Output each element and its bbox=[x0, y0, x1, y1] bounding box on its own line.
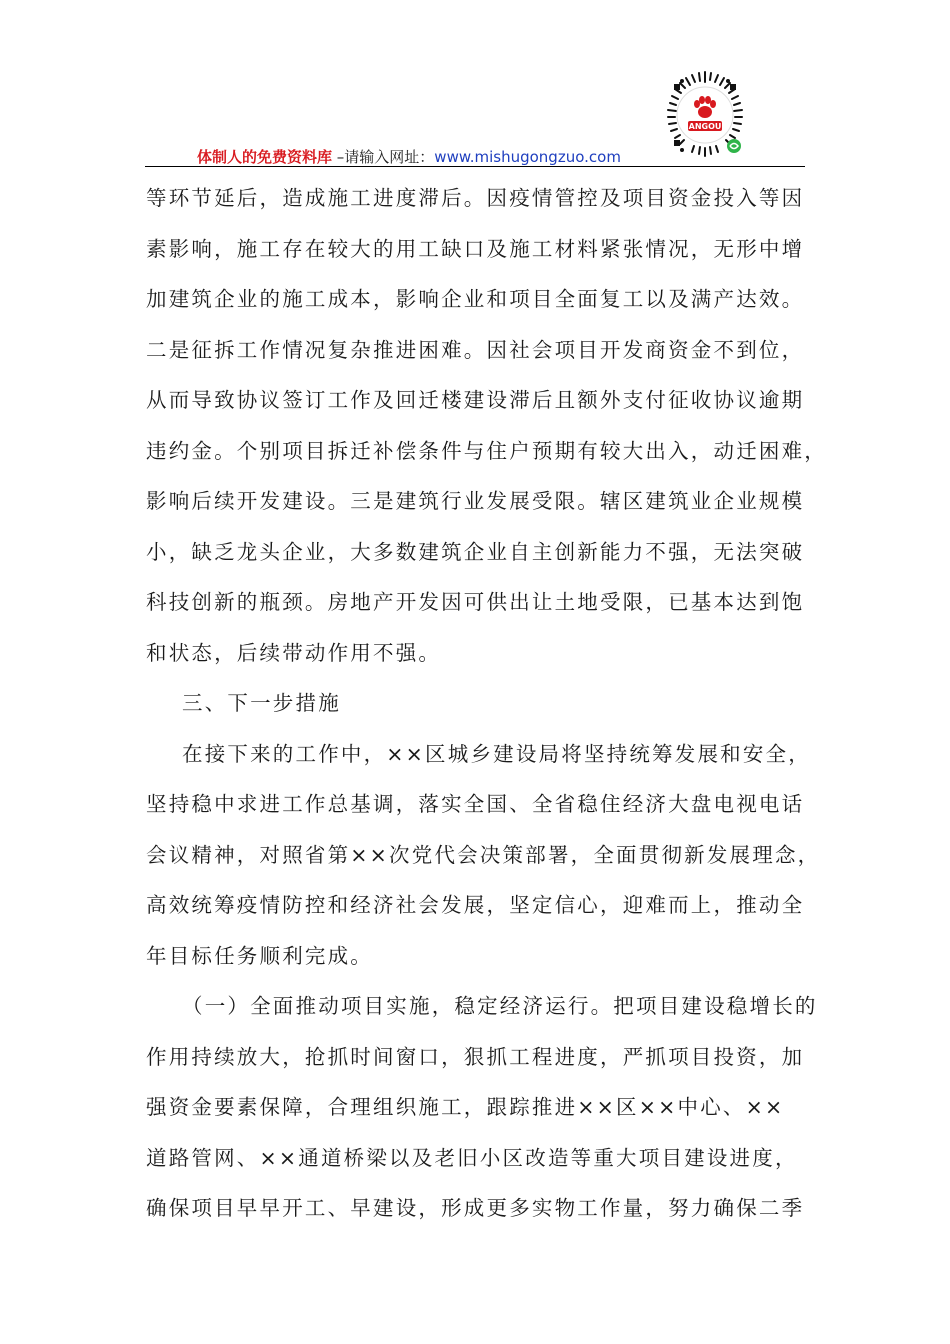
paragraph-line: 年目标任务顺利完成。 bbox=[146, 943, 373, 968]
qr-code-graphic bbox=[658, 68, 752, 162]
section-heading: 三、下一步措施 bbox=[182, 691, 341, 715]
header-banner bbox=[197, 146, 621, 167]
paragraph-line: 道路管网、××通道桥梁以及老旧小区改造等重大项目建设进度， bbox=[146, 1145, 798, 1170]
header-divider bbox=[145, 166, 805, 167]
paragraph-line: 作用持续放大，抢抓时间窗口，狠抓工程进度，严抓项目投资，加 bbox=[146, 1044, 805, 1069]
paragraph-line: 违约金。个别项目拆迁补偿条件与住户预期有较大出入，动迁困难， bbox=[146, 438, 827, 463]
paragraph-line: 影响后续开发建设。三是建筑行业发展受限。辖区建筑业企业规模 bbox=[146, 489, 805, 513]
paragraph-line: 高效统筹疫情防控和经济社会发展，坚定信心，迎难而上，推动全 bbox=[146, 893, 805, 917]
paragraph-line: 等环节延后，造成施工进度滞后。因疫情管控及项目资金投入等因 bbox=[146, 186, 805, 210]
qr-code[interactable] bbox=[658, 68, 752, 162]
paragraph-line: 从而导致协议签订工作及回迁楼建设滞后且额外支付征收协议逾期 bbox=[146, 388, 805, 412]
brand-text: 体制人的免费资料库 bbox=[197, 148, 333, 166]
document-body bbox=[146, 180, 827, 1241]
paragraph-line: 加建筑企业的施工成本，影响企业和项目全面复工以及满产达效。 bbox=[146, 287, 805, 311]
qr-label: ANGOU bbox=[688, 122, 722, 131]
paragraph-line: 和状态，后续带动作用不强。 bbox=[146, 640, 442, 665]
paragraph-line: 确保项目早早开工、早建设，形成更多实物工作量，努力确保二季 bbox=[146, 1196, 805, 1220]
paragraph-line: 在接下来的工作中，××区城乡建设局将坚持统筹发展和安全， bbox=[182, 741, 811, 766]
paragraph-line: 小，缺乏龙头企业，大多数建筑企业自主创新能力不强，无法突破 bbox=[146, 539, 805, 564]
paragraph-line: 坚持稳中求进工作总基调，落实全国、全省稳住经济大盘电视电话 bbox=[146, 792, 805, 816]
website-link[interactable]: www.mishugongzuo.com bbox=[434, 148, 621, 166]
paragraph-line: 科技创新的瓶颈。房地产开发因可供出让土地受限，已基本达到饱 bbox=[146, 590, 805, 614]
paragraph-line: 会议精神，对照省第××次党代会决策部署，全面贯彻新发展理念， bbox=[146, 842, 821, 867]
subsection-heading: （一）全面推动项目实施，稳定经济运行。把项目建设稳增长的 bbox=[182, 994, 818, 1018]
paragraph-line: 素影响，施工存在较大的用工缺口及施工材料紧张情况，无形中增 bbox=[146, 236, 805, 261]
paragraph-line: 二是征拆工作情况复杂推进困难。因社会项目开发商资金不到位， bbox=[146, 337, 805, 362]
paragraph-line: 强资金要素保障，合理组织施工，跟踪推进××区××中心、×× bbox=[146, 1095, 785, 1119]
url-prompt: –请输入网址： bbox=[332, 148, 435, 166]
